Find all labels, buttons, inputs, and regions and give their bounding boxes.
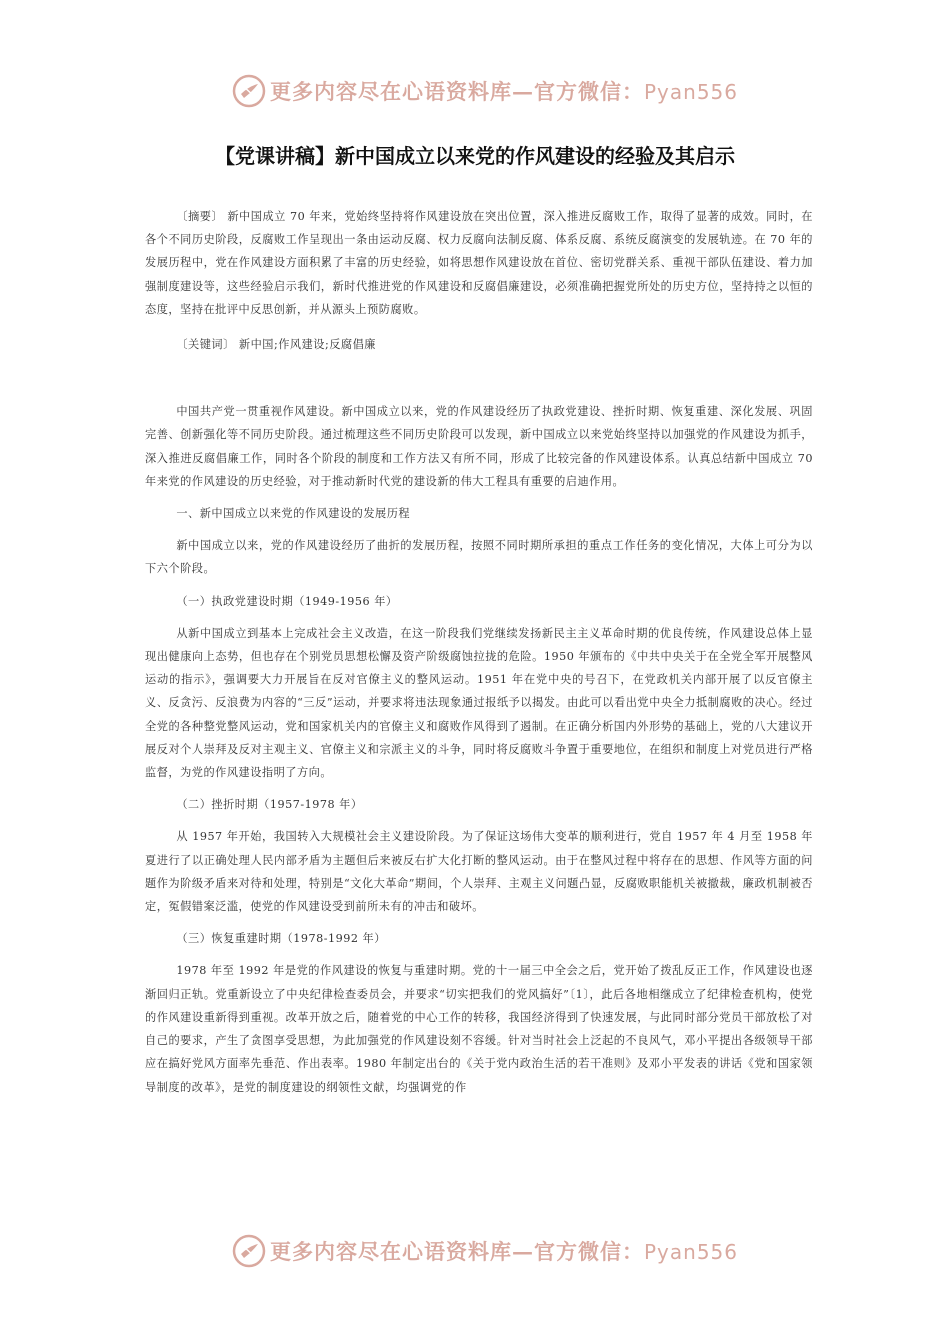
document-body [145,205,813,1099]
watermark-label: 官方微信： [534,79,644,104]
keywords-text: 新中国;作风建设;反腐倡廉 [238,338,376,352]
watermark-banner-top [0,72,950,112]
keywords-paragraph [145,333,813,356]
abstract-paragraph [145,205,813,321]
watermark-label: 官方微信： [534,1239,644,1264]
keywords-label: 〔关键词〕 [176,338,235,352]
period-heading: （一）执政党建设时期（1949-1956 年） [176,594,398,608]
watermark-handle: Pyan556 [644,1240,739,1264]
watermark-separator: — [512,79,534,104]
section-lead-paragraph: 新中国成立以来，党的作风建设经历了曲折的发展历程，按照不同时期所承担的重点工作任务的变化情况，大体上可分为以下六个阶段。 [145,539,813,576]
period-paragraph: 从新中国成立到基本上完成社会主义改造，在这一阶段我们党继续发扬新民主主义革命时期的优良传统，作风建设总体上显现出健康向上态势，但也存在个别党员思想松懈及资产阶级腐蚀拉拢的危险。1950 年颁布的《中共中央关于在全党全军开展整风运动的指示》，强调要大力开展旨在反对官僚主义的整风运动。1951 年在党中央的号召下，在党政机关内部开展了以反官僚主义、反贪污、反浪费为内容的“三反”运动，并要求将违法现象通过报纸予以揭发。由此可以看出党中央全力抵制腐败的决心。经过全党的各种整党整风运动，党和国家机关内的官僚主义和腐败作风得到了遏制。在正确分析国内外形势的基础上，党的八大建议开展反对个人崇拜及反对主观主义、官僚主义和宗派主义的斗争，同时将反腐败斗争置于重要地位，在组织和制度上对党员进行严格监督，为党的作风建设指明了方向。 [145,626,813,780]
abstract-text: 新中国成立 70 年来，党始终坚持将作风建设放在突出位置，深入推进反腐败工作，取得了显著的成效。同时，在各个不同历史阶段，反腐败工作呈现出一条由运动反腐、权力反腐向法制反腐、体系反腐、系统反腐演变的发展轨迹。在 70 年的发展历程中，党在作风建设方面积累了丰富的历史经验，如将思想作风建设放在首位、密切党群关系、重视干部队伍建设、着力加强制度建设等，这些经验启示我们，新时代推进党的作风建设和反腐倡廉建设，必须准确把握党所处的历史方位，坚持持之以恒的态度，坚持在批评中反思创新，并从源头上预防腐败。 [145,210,813,316]
period-paragraph: 从 1957 年开始，我国转入大规模社会主义建设阶段。为了保证这场伟大变革的顺利进行，党自 1957 年 4 月至 1958 年夏进行了以正确处理人民内部矛盾为主题但后来被反右扩大化打断的整风运动。由于在整风过程中将存在的思想、作风等方面的问题作为阶级矛盾来对待和处理，特别是“文化大革命”期间，个人崇拜、主观主义问题凸显，反腐败职能机关被撤裁，廉政机制被否定，冤假错案泛滥，使党的作风建设受到前所未有的冲击和破坏。 [145,830,813,914]
abstract-label: 〔摘要〕 [176,210,224,223]
period-paragraph: 1978 年至 1992 年是党的作风建设的恢复与重建时期。党的十一届三中全会之后，党开始了拨乱反正工作，作风建设也逐渐回归正轨。党重新设立了中央纪律检查委员会，并要求“切实把我们的党风搞好”〔1〕，此后各地相继成立了纪律检查机构，使党的作风建设重新得到重视。改革开放之后，随着党的中心工作的转移，我国经济得到了快速发展，与此同时部分党员干部放松了对自己的要求，产生了贪图享受思想，为此加强党的作风建设刻不容缓。针对当时社会上泛起的不良风气，邓小平提出各级领导干部应在搞好党风方面率先垂范、作出表率。1980 年制定出台的《关于党内政治生活的若干准则》及邓小平发表的讲话《党和国家领导制度的改革》，是党的制度建设的纲领性文献，均强调党的作 [145,964,813,1094]
book-logo-icon [232,74,266,108]
section-heading: 一、新中国成立以来党的作风建设的发展历程 [176,507,411,521]
document-title: 【党课讲稿】新中国成立以来党的作风建设的经验及其启示 [215,144,735,168]
watermark-separator: — [512,1239,534,1264]
period-heading: （三）恢复重建时期（1978-1992 年） [176,932,386,946]
watermark-banner-bottom [0,1232,950,1272]
watermark-text: 更多内容尽在心语资料库 [270,79,512,104]
book-logo-icon [232,1234,266,1268]
intro-paragraph: 中国共产党一贯重视作风建设。新中国成立以来，党的作风建设经历了执政党建设、挫折时期、恢复重建、深化发展、巩固完善、创新强化等不同历史阶段。通过梳理这些不同历史阶段可以发现，新中国成立以来党始终坚持以加强党的作风建设为抓手，深入推进反腐倡廉工作，同时各个阶段的制度和工作方法又有所不同，形成了比较完备的作风建设体系。认真总结新中国成立 70 年来党的作风建设的历史经验，对于推动新时代党的建设新的伟大工程具有重要的启迪作用。 [145,405,813,488]
period-heading: （二）挫折时期（1957-1978 年） [176,798,363,812]
watermark-text: 更多内容尽在心语资料库 [270,1239,512,1264]
watermark-handle: Pyan556 [644,80,739,104]
